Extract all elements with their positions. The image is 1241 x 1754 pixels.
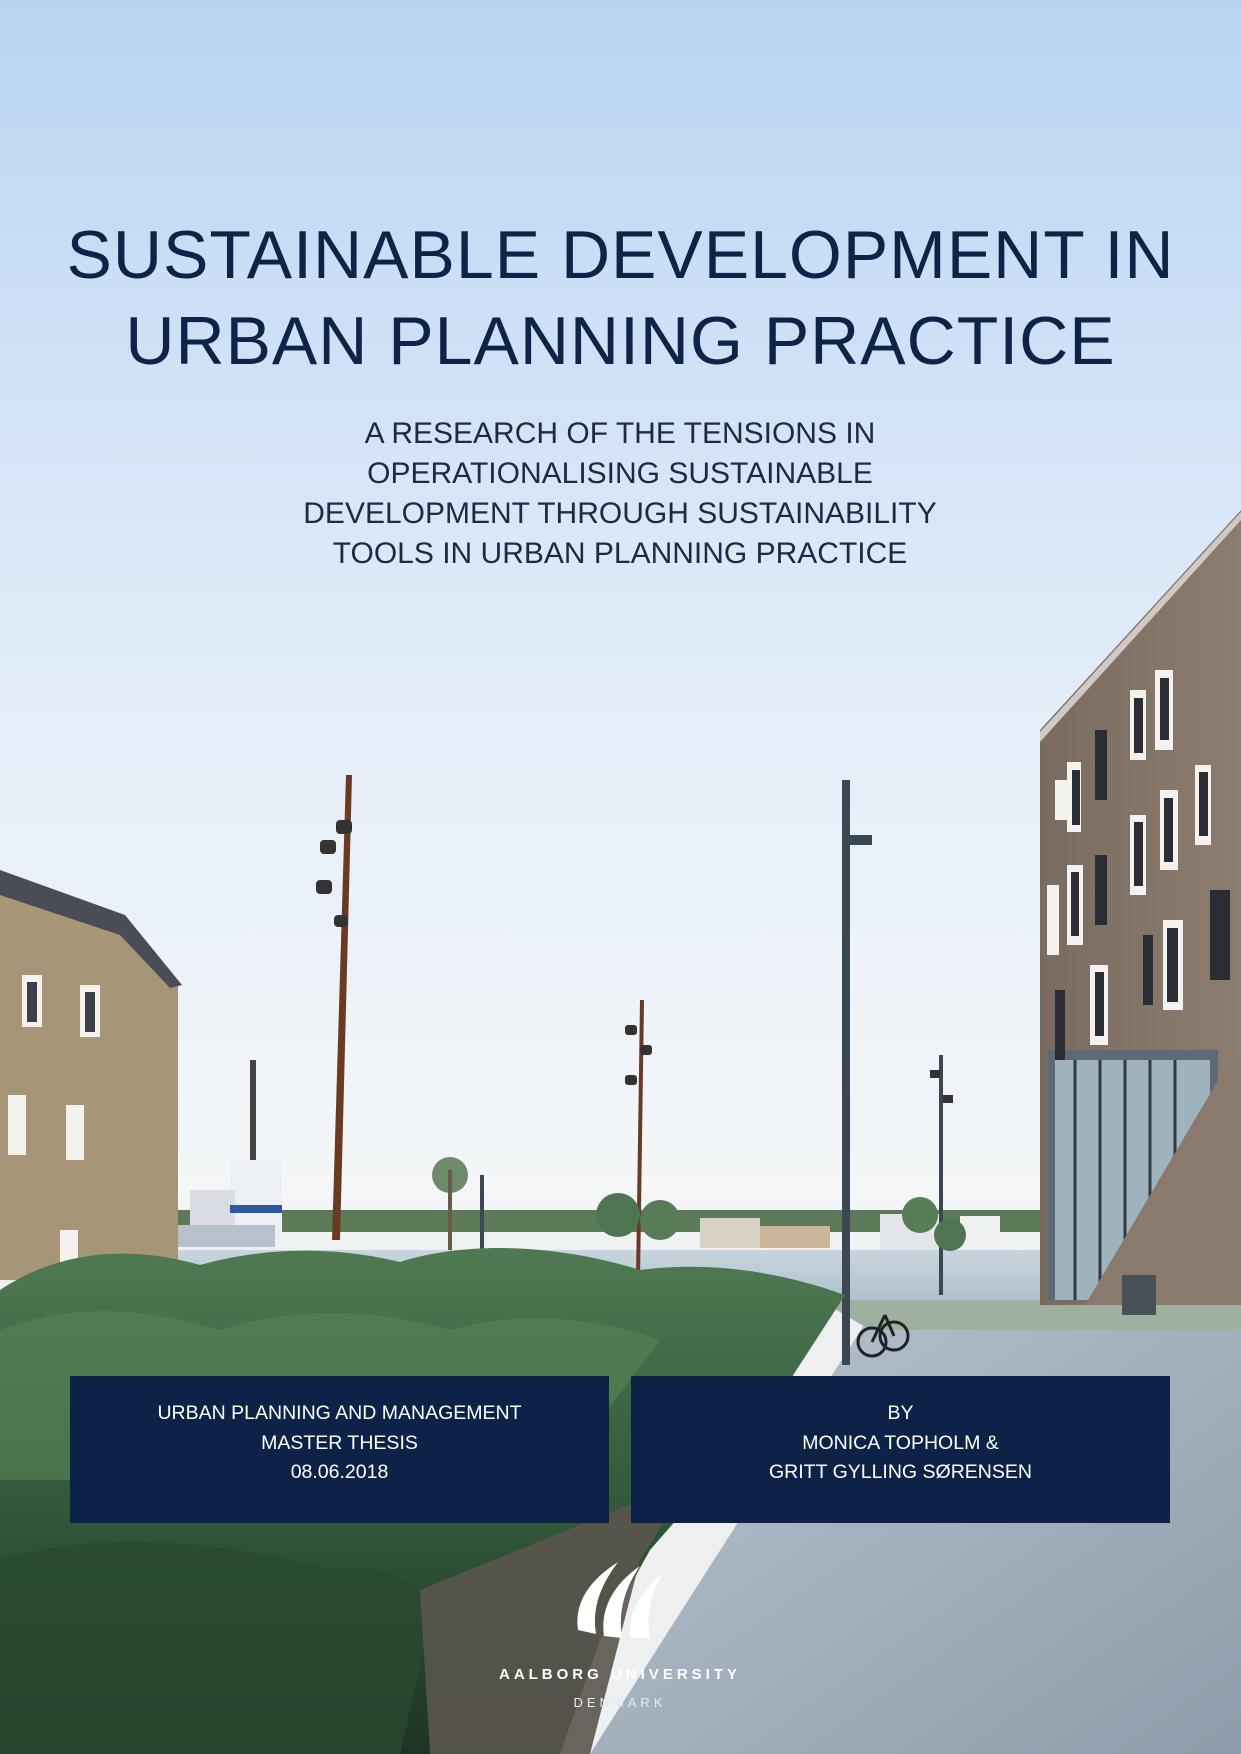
thesis-title	[0, 212, 1241, 384]
title-line-1: SUSTAINABLE DEVELOPMENT IN	[66, 217, 1175, 293]
subtitle-line-4: TOOLS IN URBAN PLANNING PRACTICE	[332, 537, 908, 570]
brick-building-left	[0, 870, 182, 1280]
thesis-subtitle	[220, 414, 1020, 574]
modern-building-right	[1040, 510, 1241, 1315]
industrial-building	[175, 1060, 282, 1247]
aalborg-university-logo-icon	[560, 1552, 680, 1642]
author-1: MONICA TOPHOLM &	[802, 1431, 999, 1454]
submission-date: 08.06.2018	[290, 1461, 389, 1483]
subtitle-line-3: DEVELOPMENT THROUGH SUSTAINABILITY	[303, 497, 937, 530]
program-name: URBAN PLANNING AND MANAGEMENT	[157, 1402, 522, 1424]
subtitle-line-2: OPERATIONALISING SUSTAINABLE	[367, 457, 873, 490]
university-country: DENMARK	[573, 1695, 667, 1710]
university-name: AALBORG UNIVERSITY	[498, 1666, 741, 1683]
title-line-2: URBAN PLANNING PRACTICE	[125, 303, 1116, 379]
subtitle-line-1: A RESEARCH OF THE TENSIONS IN	[364, 417, 876, 450]
authors-info-box	[631, 1376, 1170, 1523]
author-2: GRITT GYLLING SØRENSEN	[769, 1461, 1032, 1483]
program-info-box	[70, 1376, 609, 1523]
authors-by-label: BY	[887, 1402, 914, 1424]
thesis-type: MASTER THESIS	[261, 1431, 418, 1454]
